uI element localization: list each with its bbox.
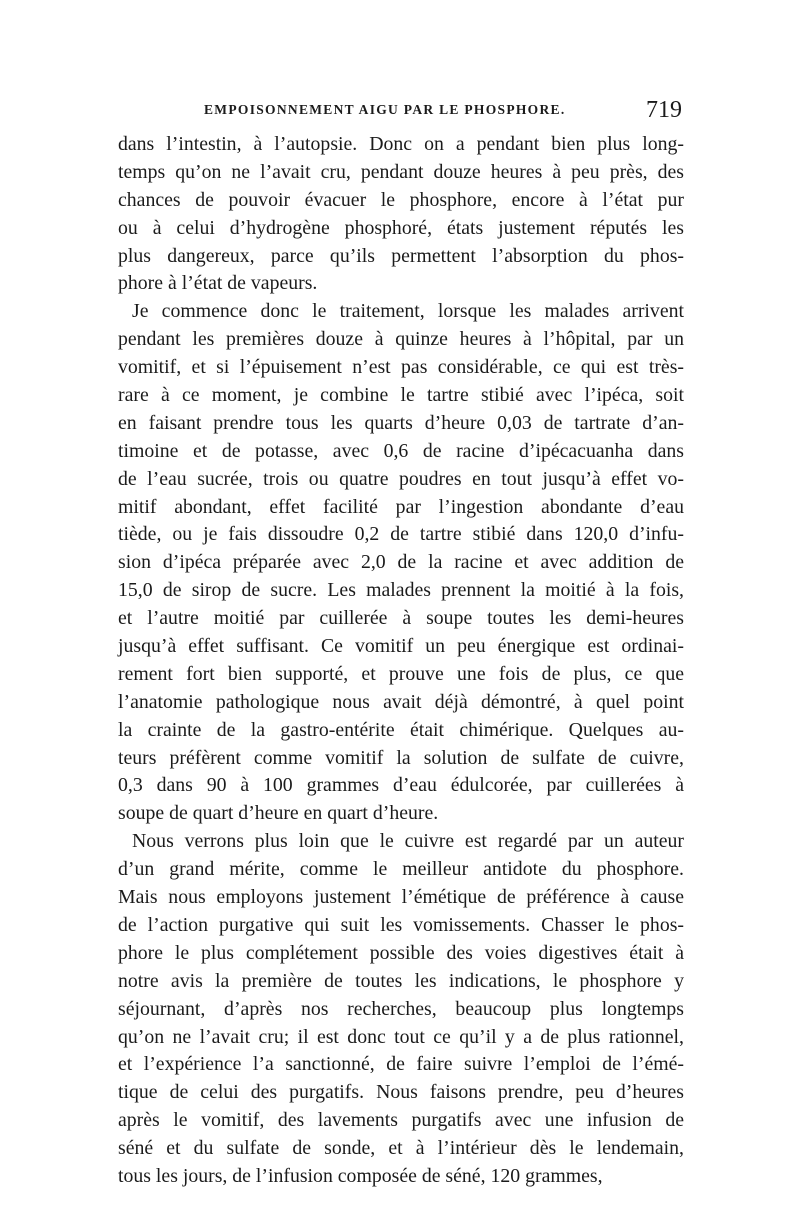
- text-line: mitif abondant, effet facilité par l’ingestion abondante d’eau: [118, 495, 684, 518]
- text-line: chances de pouvoir évacuer le phosphore, encore à l’état pur: [118, 188, 684, 211]
- text-line: et l’expérience l’a sanctionné, de faire suivre l’emploi de l’émé-: [118, 1053, 684, 1076]
- text-line: après le vomitif, des lavements purgatifs avec une infusion de: [118, 1109, 684, 1132]
- text-line: l’anatomie pathologique nous avait déjà démontré, à quel point: [118, 690, 684, 713]
- text-line: plus dangereux, parce qu’ils permettent l’absorption du phos-: [118, 244, 684, 267]
- page-header: [204, 88, 682, 124]
- paragraph: [118, 298, 684, 828]
- text-line: jusqu’à effet suffisant. Ce vomitif un peu énergique est ordinai-: [118, 635, 684, 658]
- text-line: ou à celui d’hydrogène phosphoré, états justement réputés les: [118, 216, 684, 239]
- paragraph: [118, 828, 684, 1191]
- text-line: Mais nous employons justement l’émétique de préférence à cause: [118, 886, 684, 909]
- text-line: rare à ce moment, je combine le tartre stibié avec l’ipéca, soit: [118, 384, 684, 407]
- text-line: teurs préfèrent comme vomitif la solution de sulfate de cuivre,: [118, 746, 684, 769]
- body-text: [118, 131, 684, 1191]
- text-line: qu’on ne l’avait cru; il est donc tout ce qu’il y a de plus rationnel,: [118, 1025, 684, 1048]
- text-line: timoine et de potasse, avec 0,6 de racine d’ipécacuanha dans: [118, 439, 684, 462]
- text-line: tous les jours, de l’infusion composée de séné, 120 grammes,: [118, 1164, 603, 1187]
- page-number: 719: [646, 97, 682, 123]
- text-line: soupe de quart d’heure en quart d’heure.: [118, 802, 439, 825]
- paragraph: [118, 131, 684, 298]
- text-line: de l’eau sucrée, trois ou quatre poudres en tout jusqu’à effet vo-: [118, 467, 684, 490]
- text-line: dans l’intestin, à l’autopsie. Donc on a pendant bien plus long-: [118, 133, 684, 155]
- text-line: pendant les premières douze à quinze heures à l’hôpital, par un: [118, 328, 684, 351]
- text-line: la crainte de la gastro-entérite était chimérique. Quelques au-: [118, 718, 684, 741]
- text-line: tique de celui des purgatifs. Nous faisons prendre, peu d’heures: [118, 1081, 684, 1104]
- text-line: sion d’ipéca préparée avec 2,0 de la racine et avec addition de: [118, 551, 684, 574]
- text-line: 15,0 de sirop de sucre. Les malades prennent la moitié à la fois,: [118, 579, 684, 602]
- text-line: d’un grand mérite, comme le meilleur antidote du phosphore.: [118, 858, 684, 881]
- text-line: de l’action purgative qui suit les vomissements. Chasser le phos-: [118, 913, 684, 936]
- text-line: Je commence donc le traitement, lorsque les malades arrivent: [132, 300, 684, 323]
- text-line: phore le plus complétement possible des voies digestives était à: [118, 941, 684, 964]
- text-line: temps qu’on ne l’avait cru, pendant douze heures à peu près, des: [118, 160, 684, 183]
- text-line: tiède, ou je fais dissoudre 0,2 de tartre stibié dans 120,0 d’infu-: [118, 523, 684, 546]
- text-line: séné et du sulfate de sonde, et à l’intérieur dès le lendemain,: [118, 1137, 684, 1160]
- text-line: notre avis la première de toutes les indications, le phosphore y: [118, 969, 684, 992]
- text-line: en faisant prendre tous les quarts d’heure 0,03 de tartrate d’an-: [118, 411, 684, 434]
- text-line: phore à l’état de vapeurs.: [118, 272, 318, 295]
- text-line: vomitif, et si l’épuisement n’est pas considérable, ce qui est très-: [118, 356, 684, 379]
- text-line: 0,3 dans 90 à 100 grammes d’eau édulcorée, par cuillerées à: [118, 774, 684, 797]
- running-head: EMPOISONNEMENT AIGU PAR LE PHOSPHORE.: [204, 102, 566, 117]
- text-line: Nous verrons plus loin que le cuivre est regardé par un auteur: [132, 830, 684, 853]
- text-line: séjournant, d’après nos recherches, beaucoup plus longtemps: [118, 997, 684, 1020]
- text-line: rement fort bien supporté, et prouve une fois de plus, ce que: [118, 662, 684, 685]
- text-line: et l’autre moitié par cuillerée à soupe toutes les demi-heures: [118, 607, 684, 630]
